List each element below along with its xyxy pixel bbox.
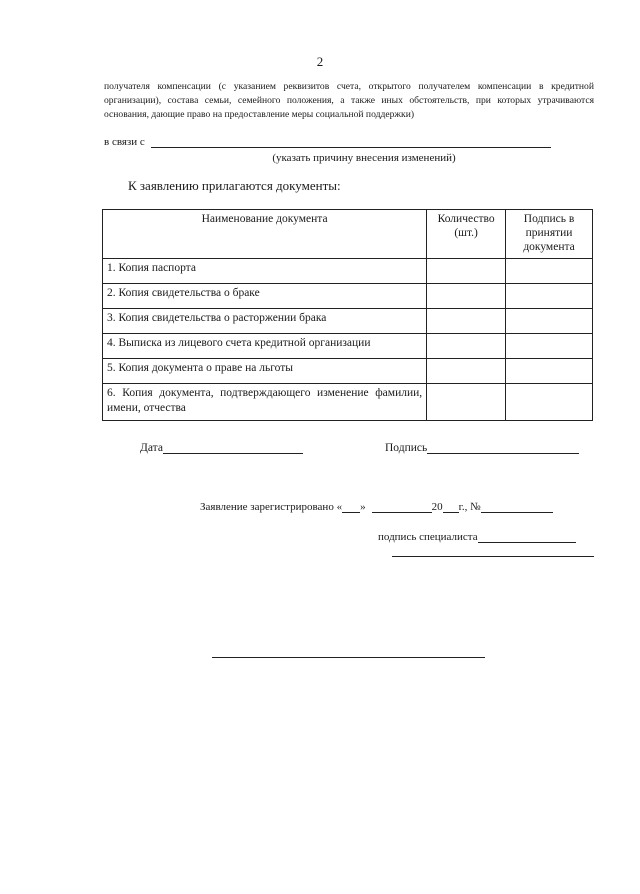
reason-hint: (указать причину внесения изменений): [272, 152, 456, 164]
table-row: [103, 309, 593, 334]
attached-documents-heading: К заявлению прилагаются документы:: [128, 178, 341, 193]
document-name-cell: 1. Копия паспорта: [103, 259, 427, 284]
quantity-cell[interactable]: [427, 309, 506, 334]
signature-cell[interactable]: [506, 284, 593, 309]
reason-row: [104, 136, 551, 148]
table-row: [103, 359, 593, 384]
page-number: 2: [316, 54, 324, 69]
specialist-signature-field: [378, 530, 576, 543]
registration-line: [200, 500, 553, 513]
registration-day-line[interactable]: [342, 500, 360, 513]
reason-label: в связи с: [104, 136, 145, 148]
header-signature: Подпись в принятии документа: [506, 210, 593, 259]
header-quantity: Количество (шт.): [427, 210, 506, 259]
registration-quote-close: »: [360, 501, 366, 513]
quantity-cell[interactable]: [427, 259, 506, 284]
signature-cell[interactable]: [506, 259, 593, 284]
document-name-cell: 3. Копия свидетельства о расторжении брака: [103, 309, 427, 334]
signature-cell[interactable]: [506, 309, 593, 334]
registration-month-line[interactable]: [372, 500, 432, 513]
specialist-signature-line[interactable]: [478, 530, 576, 543]
signature-cell[interactable]: [506, 359, 593, 384]
signature-cell[interactable]: [506, 384, 593, 421]
table-row: [103, 384, 593, 421]
quantity-cell[interactable]: [427, 359, 506, 384]
reason-input-line[interactable]: [151, 136, 551, 148]
document-name-cell: 6. Копия документа, подтверждающего изменение фамилии, имени, отчества: [103, 384, 427, 421]
bottom-divider-line: [212, 657, 485, 658]
signature-field: [385, 441, 579, 454]
date-label: Дата: [140, 442, 163, 454]
quantity-cell[interactable]: [427, 284, 506, 309]
signature-cell[interactable]: [506, 334, 593, 359]
documents-table: [102, 209, 593, 421]
table-row: [103, 259, 593, 284]
specialist-name-line[interactable]: [392, 556, 594, 557]
date-field: [140, 441, 303, 454]
date-input-line[interactable]: [163, 441, 303, 454]
header-document-name: Наименование документа: [103, 210, 427, 259]
table-header-row: [103, 210, 593, 259]
quantity-cell[interactable]: [427, 384, 506, 421]
registration-number-line[interactable]: [481, 500, 553, 513]
registration-prefix: Заявление зарегистрировано «: [200, 501, 343, 513]
table-row: [103, 284, 593, 309]
table-row: [103, 334, 593, 359]
registration-year-line[interactable]: [443, 500, 459, 513]
quantity-cell[interactable]: [427, 334, 506, 359]
specialist-signature-label: подпись специалиста: [378, 531, 478, 543]
document-name-cell: 5. Копия документа о праве на льготы: [103, 359, 427, 384]
registration-year-suffix: г., №: [458, 501, 481, 513]
document-name-cell: 2. Копия свидетельства о браке: [103, 284, 427, 309]
signature-input-line[interactable]: [427, 441, 579, 454]
signature-label: Подпись: [385, 442, 428, 454]
intro-paragraph: получателя компенсации (с указанием реквизитов счета, открытого получателем компенсации в кредитной организации), состава семьи, семейного положения, а также иных обстоятельств, при которых утрачиваются основания, дающие право на предоставление меры социальной поддержки): [104, 81, 594, 120]
document-name-cell: 4. Выписка из лицевого счета кредитной организации: [103, 334, 427, 359]
registration-year-prefix: 20: [431, 501, 443, 513]
